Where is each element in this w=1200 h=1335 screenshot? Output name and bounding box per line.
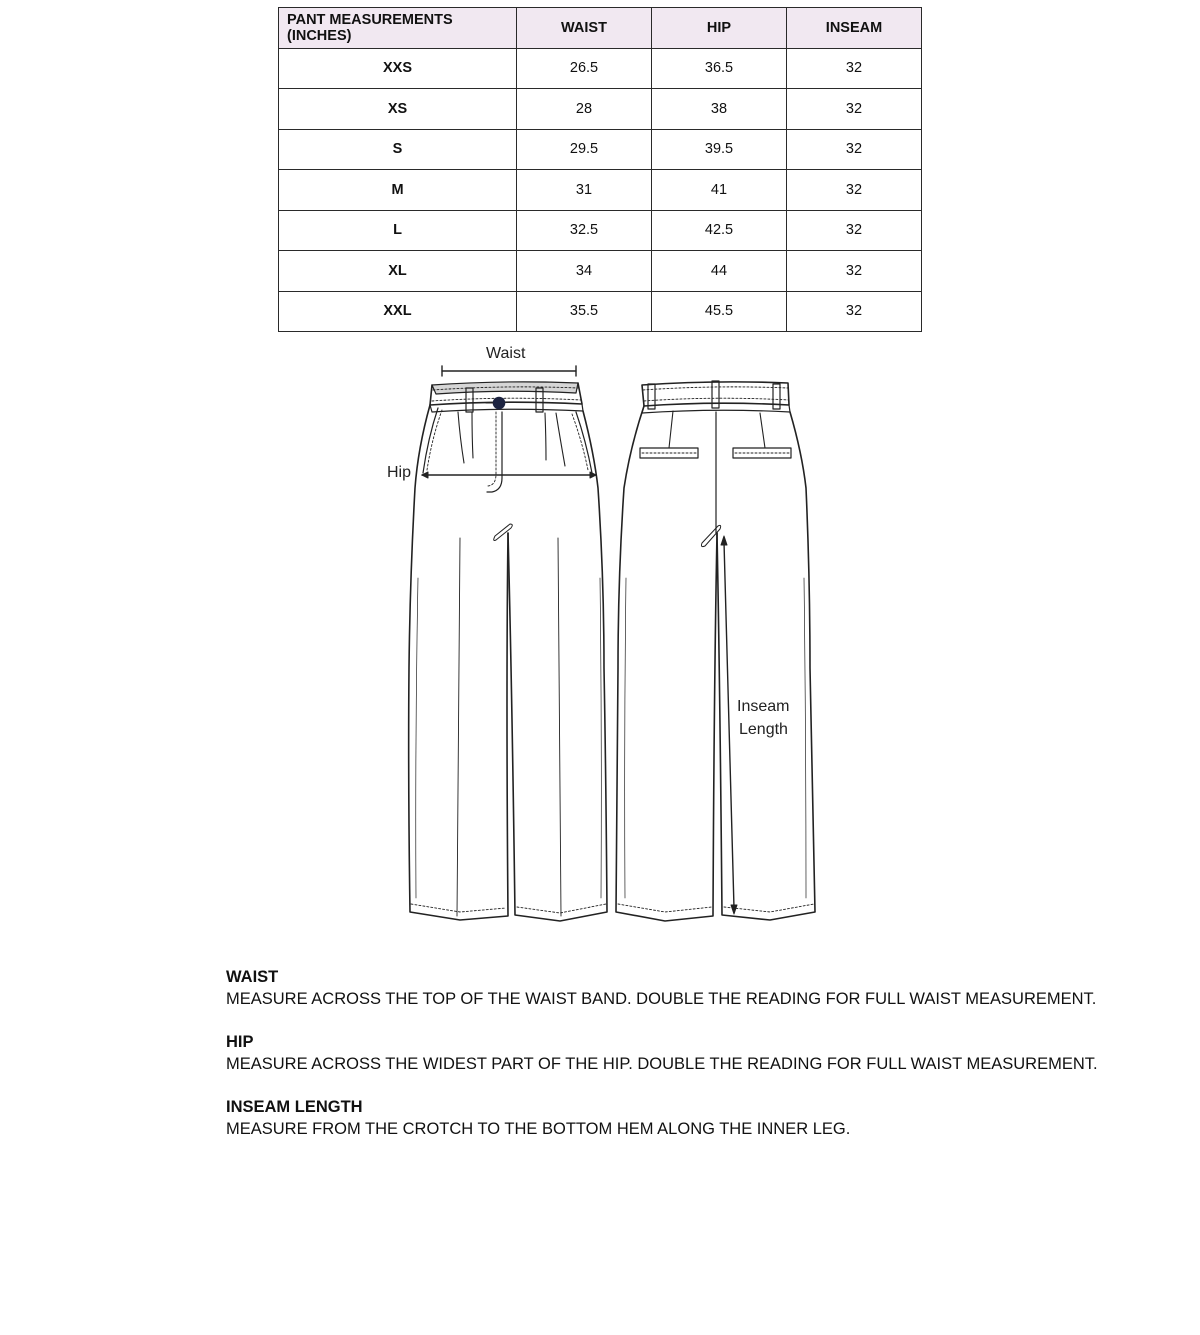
size-cell: XS [279, 89, 517, 130]
size-cell: S [279, 129, 517, 170]
waist-cell: 34 [517, 251, 652, 292]
header-hip: HIP [652, 8, 787, 49]
table-row [279, 89, 922, 130]
hip-cell: 38 [652, 89, 787, 130]
inseam-cell: 32 [787, 251, 922, 292]
note-inseam [226, 1096, 1126, 1140]
header-inseam: INSEAM [787, 8, 922, 49]
note-waist [226, 966, 1126, 1010]
hip-cell: 41 [652, 170, 787, 211]
pants-illustration [380, 338, 830, 938]
inseam-cell: 32 [787, 129, 922, 170]
size-cell: M [279, 170, 517, 211]
pant-measurement-diagram [380, 338, 830, 938]
hip-cell: 45.5 [652, 291, 787, 332]
inseam-cell: 32 [787, 291, 922, 332]
front-pants-drawing [409, 366, 607, 921]
note-title: HIP [226, 1033, 254, 1051]
note-title: INSEAM LENGTH [226, 1098, 363, 1116]
note-title: WAIST [226, 968, 279, 986]
hip-cell: 44 [652, 251, 787, 292]
table-row [279, 210, 922, 251]
size-cell: XL [279, 251, 517, 292]
hip-cell: 42.5 [652, 210, 787, 251]
waist-cell: 35.5 [517, 291, 652, 332]
note-hip [226, 1031, 1126, 1075]
note-text: MEASURE ACROSS THE TOP OF THE WAIST BAND. DOUBLE THE READING FOR FULL WAIST MEASUREMENT. [226, 990, 1097, 1008]
size-cell: XXS [279, 48, 517, 89]
table-row [279, 291, 922, 332]
waist-cell: 31 [517, 170, 652, 211]
inseam-diagram-label-line2: Length [739, 721, 788, 738]
waist-cell: 26.5 [517, 48, 652, 89]
size-chart-table [278, 7, 922, 332]
inseam-cell: 32 [787, 48, 922, 89]
note-text: MEASURE FROM THE CROTCH TO THE BOTTOM HEM ALONG THE INNER LEG. [226, 1120, 851, 1138]
inseam-cell: 32 [787, 170, 922, 211]
table-row [279, 48, 922, 89]
table-row [279, 170, 922, 211]
hip-diagram-label: Hip [387, 464, 412, 481]
size-cell: L [279, 210, 517, 251]
waist-cell: 28 [517, 89, 652, 130]
header-measurement: PANT MEASUREMENTS (INCHES) [279, 8, 517, 49]
waist-cell: 29.5 [517, 129, 652, 170]
table-row [279, 251, 922, 292]
hip-cell: 39.5 [652, 129, 787, 170]
measurement-notes [226, 966, 1126, 1161]
waist-cell: 32.5 [517, 210, 652, 251]
inseam-diagram-label-line1: Inseam [737, 698, 790, 715]
header-waist: WAIST [517, 8, 652, 49]
table-header-row [279, 8, 922, 49]
inseam-cell: 32 [787, 89, 922, 130]
size-cell: XXL [279, 291, 517, 332]
inseam-cell: 32 [787, 210, 922, 251]
waist-diagram-label: Waist [486, 345, 526, 362]
back-pants-drawing [616, 381, 815, 921]
note-text: MEASURE ACROSS THE WIDEST PART OF THE HIP. DOUBLE THE READING FOR FULL WAIST MEASUREMENT. [226, 1055, 1098, 1073]
hip-cell: 36.5 [652, 48, 787, 89]
table-row [279, 129, 922, 170]
